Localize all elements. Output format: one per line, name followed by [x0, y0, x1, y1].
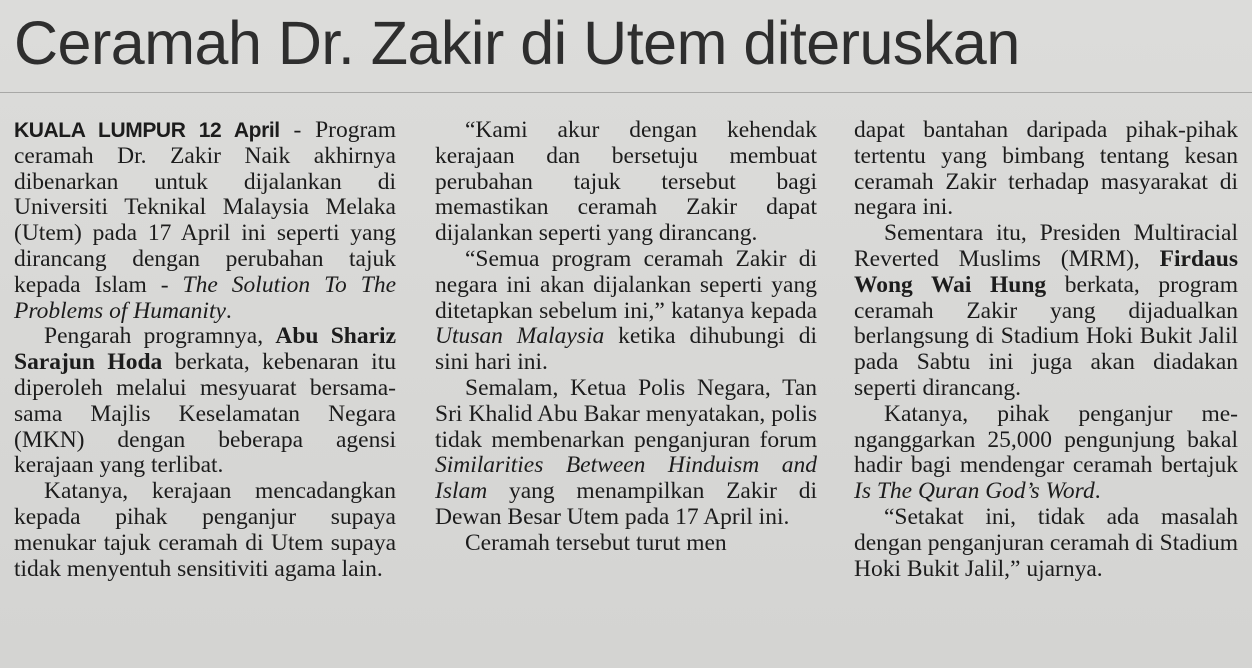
headline-divider [0, 92, 1252, 93]
article-paragraph [854, 505, 1238, 582]
article-paragraph [14, 479, 396, 582]
paragraph-text: berkata, kebenaran itu diperoleh melalui mesyuarat bersama-sama Majlis Keselamatan Negara (MKN) dengan beberapa agensi kerajaan yang terlibat. [14, 349, 396, 479]
paragraph-text: “Kami akur dengan kehendak kerajaan dan bersetuju membuat perubahan tajuk tersebut bagi memastikan ceramah Zakir dapat dijalankan seperti yang dirancang. [435, 117, 817, 247]
article-headline: Ceramah Dr. Zakir di Utem diteruskan [14, 9, 1020, 77]
italic-title: Utusan Malaysia [435, 323, 605, 350]
paragraph-text: Semalam, Ketua Polis Negara, Tan Sri Khalid Abu Bakar menyatakan, polis tidak membenarkan penganjuran forum [435, 374, 817, 453]
article-paragraph [854, 402, 1238, 505]
article-paragraph [435, 118, 817, 247]
paragraph-text: “Setakat ini, tidak ada masalah dengan penganjuran ceramah di Stadium Hoki Bukit Jalil,” ujarnya. [854, 503, 1238, 582]
paragraph-text: dapat bantahan daripada pihak-pihak tertentu yang bimbang tentang kesan ceramah Zakir terhadap masyarakat di negara ini. [854, 117, 1238, 221]
article-paragraph [435, 531, 817, 557]
article-paragraph [854, 221, 1238, 402]
paragraph-text: Pengarah programnya, [44, 323, 276, 350]
paragraph-text: ketika dihubungi di sini hari ini. [435, 323, 817, 376]
article-paragraph [435, 376, 817, 531]
article-paragraph [854, 118, 1238, 221]
paragraph-text: - Program ceramah Dr. Zakir Naik akhirnya dibenarkan untuk dijalankan di Universiti Teknikal Malaysia Melaka (Utem) pada 17 April ini seperti yang dirancang dengan perubahan tajuk kepada Islam - [14, 117, 396, 298]
paragraph-text: “Semua program ceramah Zakir di negara ini akan dijalankan seperti yang ditetapkan sebelum ini,” katanya kepada [435, 245, 817, 324]
dateline: KUALA LUMPUR 12 April [14, 119, 280, 142]
italic-title: Is The Quran God’s Word [854, 478, 1095, 505]
paragraph-text: . [225, 297, 232, 324]
paragraph-text: Katanya, pihak penganjur menganggarkan 25,000 pengunjung bakal hadir bagi mendengar ceramah bertajuk [854, 400, 1238, 479]
person-name: Firdaus Wong Wai Hung [854, 245, 1238, 298]
article-paragraph [14, 324, 396, 479]
paragraph-text: Ceramah tersebut turut men [465, 529, 727, 556]
italic-title: Similarities Between Hinduism and Islam [435, 452, 817, 505]
paragraph-text: berkata, program ceramah Zakir yang dijadualkan berlangsung di Stadium Hoki Bukit Jalil pada Sabtu ini juga akan diadakan seperti dirancang. [854, 271, 1238, 401]
paragraph-text: Katanya, kerajaan mencadangkan kepada pihak penganjur supaya menukar tajuk ceramah di Utem supaya tidak menyentuh sensitiviti agama lain. [14, 478, 396, 582]
paragraph-text: yang menampilkan Zakir di Dewan Besar Utem pada 17 April ini. [435, 478, 817, 530]
paragraph-text: . [1094, 478, 1101, 505]
paragraph-text: Sementara itu, Presiden Multiracial Reverted Muslims (MRM), [854, 220, 1238, 272]
italic-title: The Solution To The Problems of Humanity [14, 271, 397, 324]
person-name: Abu Shariz Sarajun Hoda [14, 323, 396, 376]
article-column-3 [854, 118, 1238, 582]
article-paragraph [14, 118, 396, 324]
article-column-1 [14, 118, 396, 582]
article-column-2 [435, 118, 817, 557]
article-paragraph [435, 247, 817, 376]
